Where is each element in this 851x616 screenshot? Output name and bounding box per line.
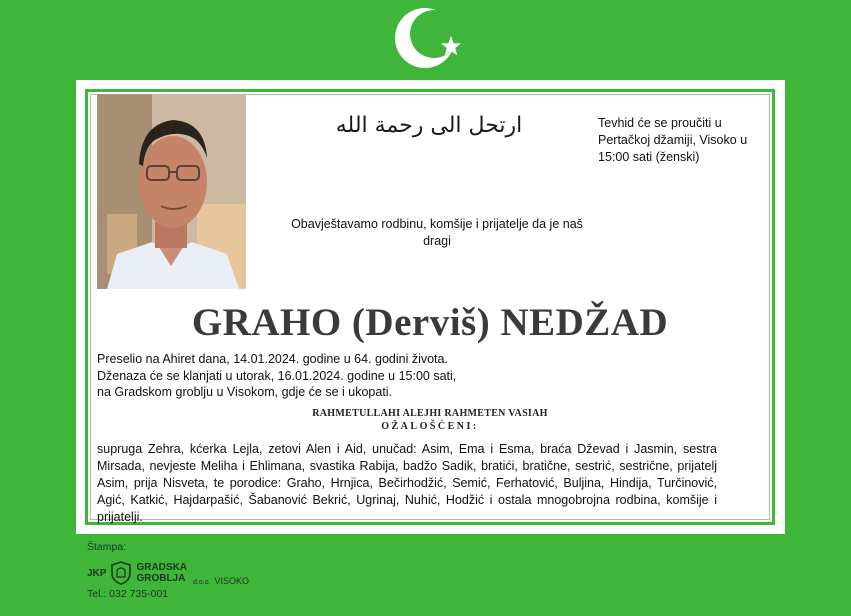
prayer-text: RAHMETULLAHI ALEJHI RAHMETEN VASIAH <box>312 408 548 419</box>
logo-doo: d.o.o. <box>193 579 211 586</box>
crescent-star-icon <box>394 6 468 70</box>
announcement-text: Obavještavamo rodbinu, komšije i prijatelje da je naš dragi <box>291 217 583 248</box>
mourners-heading: OŽALOŠĆENI: <box>381 421 479 432</box>
burial-place-line: na Gradskom groblju u Visokom, gdje će se i ukopati. <box>97 385 393 399</box>
logo-brand <box>136 562 187 584</box>
logo-city: VISOKO <box>214 576 250 586</box>
logo-jkp: JKP <box>87 567 107 579</box>
arabic-calligraphy-icon <box>335 100 523 148</box>
funeral-prayer-line: Dženaza će se klanjati u utorak, 16.01.2024. godine u 15:00 sati, <box>97 368 457 383</box>
funeral-details <box>97 351 517 401</box>
mourners-list: supruga Zehra, kćerka Lejla, zetovi Alen i Aid, unučad: Asim, Ema i Esma, braća Dževad i Jasmin, sestra Mirsada, nevjeste Meliha i Ehlimana, svastika Rabija, badžo Sadik, bratići, bratične, sestrić, sestrične, prijatelj Asim, prija Nisveta, te porodice: Graho, Hrnjica, Bečirhodžić, Semić, Ferhatović, Buljina, Hindija, Turčinović, Agić, Katkić, Hajdarpašić, Šabanović Bekrić, Ugrinaj, Nuhić, Hodžić i ostala mnogobrojna rodbina, komšije i prijatelji. <box>97 442 717 524</box>
portrait-photo <box>97 94 246 289</box>
logo-brand-line2: GROBLJA <box>136 573 186 584</box>
prayer-block <box>90 407 770 433</box>
print-label: Štampa: <box>87 541 127 553</box>
printer-logo <box>87 560 257 586</box>
logo-brand-line1: GRADSKA <box>136 562 188 573</box>
shield-logo-icon <box>110 561 132 585</box>
deceased-name: GRAHO (Derviš) NEDŽAD <box>191 301 669 344</box>
svg-text:ارتحل الى رحمة الله: ارتحل الى رحمة الله <box>335 113 523 138</box>
tevhid-info: Tevhid će se proučiti u Pertačkoj džamiji, Visoko u 15:00 sati (ženski) <box>598 116 748 164</box>
printer-phone: Tel.: 032 735-001 <box>87 588 169 600</box>
death-date-line: Preselio na Ahiret dana, 14.01.2024. godine u 64. godini života. <box>97 352 448 366</box>
